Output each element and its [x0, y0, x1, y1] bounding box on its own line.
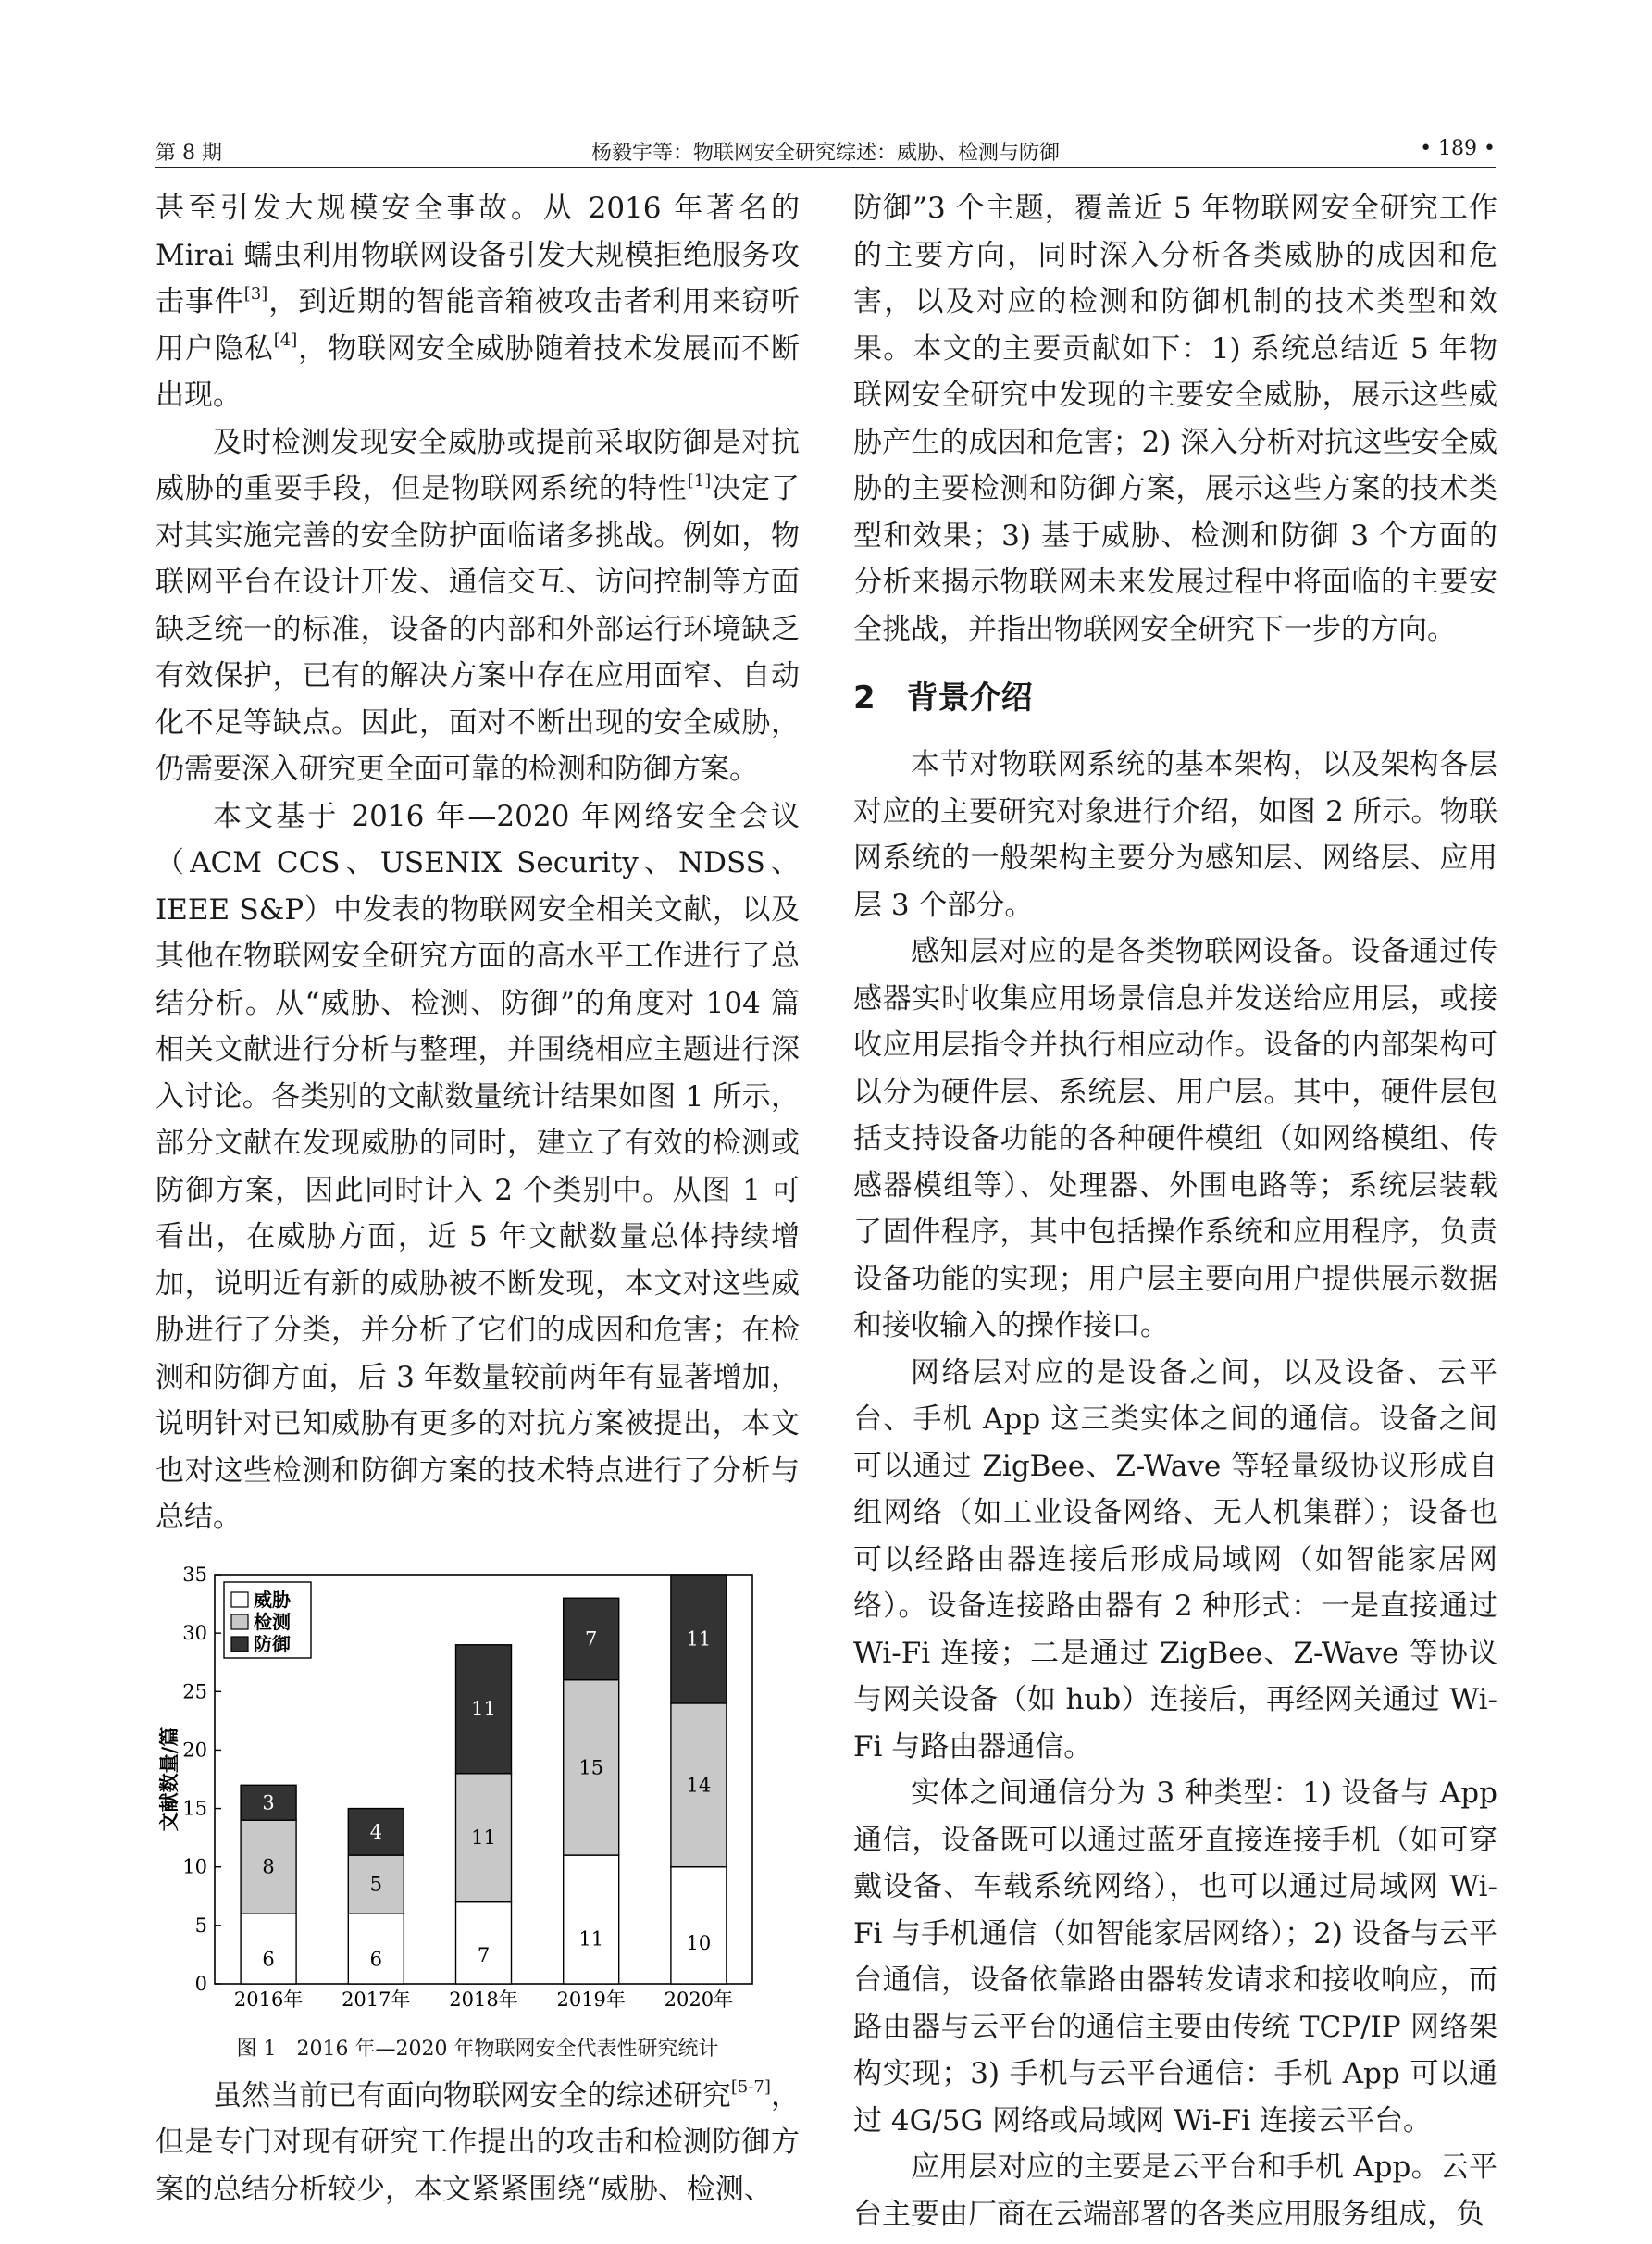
data-label: 11 — [686, 1627, 712, 1650]
left-column — [155, 185, 800, 2213]
paragraph: 感知层对应的是各类物联网设备。设备通过传感器实时收集应用场景信息并发送给应用层，或接收应用层指令并执行相应动作。设备的内部架构可以分为硬件层、系统层、用户层。其中，硬件层包括支持设备功能的各种硬件模组（如网络模组、传感器模组等）、处理器、外围电路等；系统层装载了固件程序，其中包括操作系统和应用程序，负责设备功能的实现；用户层主要向用户提供展示数据和接收输入的操作接口。 — [853, 935, 1497, 1342]
y-axis-label: 文献数量/篇 — [157, 1727, 180, 1831]
data-label: 6 — [262, 1947, 275, 1970]
section-number: 2 — [853, 679, 876, 717]
citation[interactable]: [1] — [687, 470, 712, 491]
y-tick-label: 20 — [182, 1738, 207, 1761]
right-column — [853, 185, 1497, 2238]
x-tick-label: 2019年 — [556, 1988, 626, 2011]
data-label: 6 — [369, 1947, 382, 1970]
page-number: • 189 • — [1420, 137, 1496, 160]
x-tick-label: 2016年 — [233, 1988, 304, 2011]
paragraph: 虽然当前已有面向物联网安全的综述研究[5-7]，但是专门对现有研究工作提出的攻击和检测防御方案的总结分析较少，本文紧紧围绕“威胁、检测、 — [155, 2077, 801, 2206]
paragraph: 本文基于 2016 年—2020 年网络安全会议（ACM CCS、USENIX Security、NDSS、IEEE S&P）中发表的物联网安全相关文献，以及其他在物联网安全研究方面的高水平工作进行了总结分析。从“威胁、检测、防御”的角度对 104 篇相关文献进行分析与整理，并围绕相应主题进行深入讨论。各类别的文献数量统计结果如图 1 所示，部分文献在发现威胁的同时，建立了有效的检测或防御方案，因此同时计入 2 个类别中。从图 1 可看出，在威胁方面，近 5 年文献数量总体持续增加，说明近有新的威胁被不断发现，本文对这些威胁进行了分类，并分析了它们的成因和危害；在检测和防御方面，后 3 年数量较前两年有显著增加，说明针对已知威胁有更多的对抗方案被提出，本文也对这些检测和防御方案的技术特点进行了分析与总结。 — [155, 799, 800, 1534]
data-label: 15 — [578, 1755, 604, 1778]
x-tick-label: 2018年 — [449, 1988, 518, 2011]
figure-1 — [155, 1562, 800, 2073]
y-tick-label: 30 — [182, 1621, 207, 1644]
issue-number: 第 8 期 — [155, 142, 222, 165]
data-label: 4 — [369, 1820, 382, 1843]
bar-segment — [564, 1855, 619, 1984]
legend-label: 检测 — [254, 1610, 291, 1633]
y-tick-label: 15 — [182, 1797, 207, 1820]
y-tick-label: 10 — [182, 1855, 207, 1878]
data-label: 10 — [686, 1931, 712, 1954]
legend-swatch — [231, 1614, 248, 1629]
y-tick-label: 35 — [182, 1563, 207, 1586]
paragraph: 应用层对应的主要是云平台和手机 App。云平台主要由厂商在云端部署的各类应用服务组成，负 — [853, 2150, 1497, 2231]
y-tick-label: 5 — [194, 1914, 207, 1937]
data-label: 14 — [686, 1773, 712, 1796]
paragraph: 及时检测发现安全威胁或提前采取防御是对抗威胁的重要手段，但是物联网系统的特性[1]决定了对其实施完善的安全防护面临诸多挑战。例如，物联网平台在设计开发、通信交互、访问控制等方面缺乏统一的标准，设备的内部和外部运行环境缺乏有效保护，已有的解决方案中存在应用面窄、自动化不足等缺点。因此，面对不断出现的安全威胁，仍需要深入研究更全面可靠的检测和防御方案。 — [155, 425, 801, 786]
paragraph: 防御”3 个主题，覆盖近 5 年物联网安全研究工作的主要方向，同时深入分析各类威胁的成因和危害，以及对应的检测和防御机制的技术类型和效果。本文的主要贡献如下：1) 系统总结近 5 年物联网安全研究中发现的主要安全威胁，展示这些威胁产生的成因和危害；2) 深入分析对抗这些安全威胁的主要检测和防御方案，展示这些方案的技术类型和效果；3) 基于威胁、检测和防御 3 个方面的分析来揭示物联网未来发展过程中将面临的主要安全挑战，并指出物联网安全研究下一步的方向。 — [853, 192, 1497, 646]
section-title: 背景介绍 — [906, 679, 1033, 717]
data-label: 5 — [369, 1873, 382, 1896]
data-label: 7 — [585, 1627, 598, 1650]
data-label: 11 — [471, 1697, 496, 1720]
paragraph: 甚至引发大规模安全事故。从 2016 年著名的 Mirai 蠕虫利用物联网设备引发大规模拒绝服务攻击事件[3]，到近期的智能音箱被攻击者利用来窃听用户隐私[4]，物联网安全威胁随着技术发展而不断出现。 — [155, 192, 801, 412]
citation[interactable]: [4] — [273, 330, 298, 351]
data-label: 3 — [262, 1790, 275, 1814]
legend-label: 防御 — [254, 1632, 291, 1655]
header-rule — [155, 167, 1496, 168]
bar-segment — [456, 1901, 512, 1983]
data-label: 11 — [578, 1926, 604, 1950]
stacked-bar-chart — [155, 1562, 800, 2034]
paragraph: 本节对物联网系统的基本架构，以及架构各层对应的主要研究对象进行介绍，如图 2 所示。物联网系统的一般架构主要分为感知层、网络层、应用层 3 个部分。 — [853, 748, 1497, 922]
paragraph: 网络层对应的是设备之间，以及设备、云平台、手机 App 这三类实体之间的通信。设备之间可以通过 ZigBee、Z-Wave 等轻量级协议形成自组网络（如工业设备网络、无人机集群）；设备也可以经路由器连接后形成局域网（如智能家居网络）。设备连接路由器有 2 种形式：一是直接通过 Wi-Fi 连接；二是通过 ZigBee、Z-Wave 等协议与网关设备（如 hub）连接后，再经网关通过 Wi-Fi 与路由器通信。 — [853, 1355, 1497, 1764]
section-heading — [853, 675, 1497, 721]
citation[interactable]: [3] — [243, 283, 268, 304]
citation[interactable]: [5-7] — [730, 2077, 771, 2098]
running-title: 杨毅宇等：物联网安全研究综述：威胁、检测与防御 — [590, 142, 1060, 165]
y-tick-label: 0 — [194, 1972, 207, 1995]
legend-swatch — [231, 1637, 248, 1652]
x-tick-label: 2020年 — [664, 1988, 734, 2011]
data-label: 8 — [262, 1855, 275, 1878]
data-label: 7 — [477, 1943, 491, 1966]
bar-segment — [671, 1866, 727, 1983]
y-tick-label: 25 — [182, 1679, 207, 1702]
figure-caption: 图 1 2016 年—2020 年物联网安全代表性研究统计 — [236, 2037, 719, 2061]
paragraph: 实体之间通信分为 3 种类型：1) 设备与 App 通信，设备既可以通过蓝牙直接连接手机（如可穿戴设备、车载系统网络），也可以通过局域网 Wi-Fi 与手机通信（如智能家居网络）；2) 设备与云平台通信，设备依靠路由器转发请求和接收响应，而路由器与云平台的通信主要由传统 TCP/IP 网络架构实现；3) 手机与云平台通信：手机 App 可以通过 4G/5G 网络或局域网 Wi-Fi 连接云平台。 — [853, 1776, 1497, 2138]
data-label: 11 — [471, 1826, 496, 1849]
x-tick-label: 2017年 — [342, 1988, 411, 2011]
legend-swatch — [231, 1592, 248, 1607]
running-header — [155, 130, 1496, 167]
legend-label: 威胁 — [254, 1588, 291, 1611]
